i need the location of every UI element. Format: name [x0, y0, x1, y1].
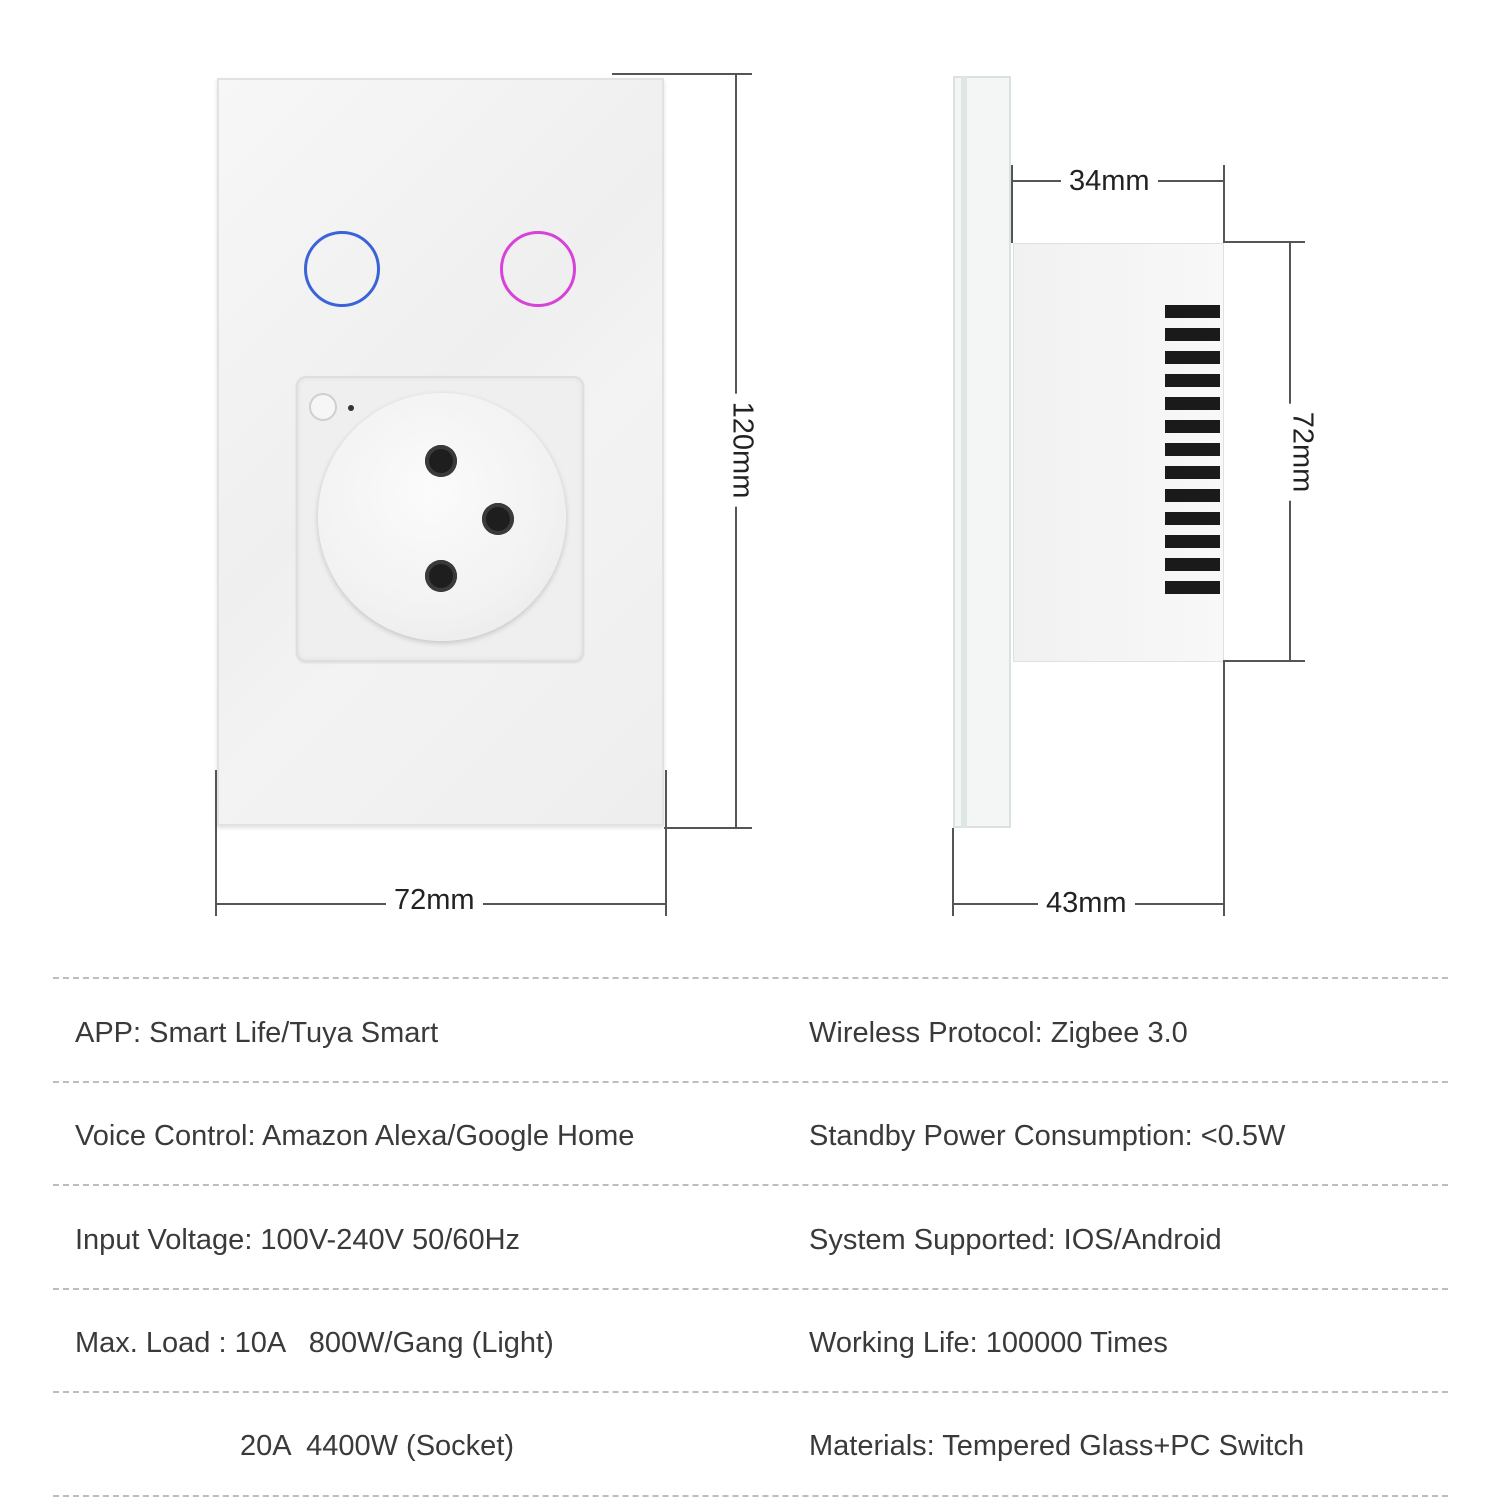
spec-working-life: Working Life: 100000 Times — [809, 1327, 1168, 1359]
vent-slot — [1165, 351, 1220, 364]
dimension-tick — [1225, 241, 1305, 243]
spec-app: APP: Smart Life/Tuya Smart — [75, 1017, 439, 1049]
dimension-label-depth: 34mm — [1061, 163, 1158, 199]
socket-face — [318, 393, 566, 641]
divider — [53, 1184, 1448, 1186]
dimension-tick — [664, 827, 752, 829]
divider — [53, 977, 1448, 979]
vent-slot — [1165, 443, 1220, 456]
dimension-label-body-height: 72mm — [1284, 404, 1320, 501]
vent-slot — [1165, 489, 1220, 502]
touch-button-left[interactable] — [304, 231, 380, 307]
spec-voice-control: Voice Control: Amazon Alexa/Google Home — [75, 1120, 635, 1152]
socket-pin-hole — [482, 503, 514, 535]
vent-slot — [1165, 535, 1220, 548]
spec-input-voltage: Input Voltage: 100V-240V 50/60Hz — [75, 1224, 521, 1256]
touch-button-right[interactable] — [500, 231, 576, 307]
vent-slot — [1165, 374, 1220, 387]
dimension-tick — [1223, 165, 1225, 243]
dimension-tick — [1011, 165, 1013, 243]
pairing-button-icon — [309, 393, 337, 421]
divider — [53, 1081, 1448, 1083]
dimension-label-total-depth: 43mm — [1038, 885, 1135, 921]
divider — [53, 1288, 1448, 1290]
spec-max-load-socket: 20A 4400W (Socket) — [240, 1430, 515, 1462]
dimension-tick — [215, 770, 217, 916]
spec-standby-power: Standby Power Consumption: <0.5W — [809, 1120, 1286, 1152]
dimension-tick — [1225, 660, 1305, 662]
spec-wireless-protocol: Wireless Protocol: Zigbee 3.0 — [809, 1017, 1188, 1049]
socket-pin-hole — [425, 445, 457, 477]
dimension-label-height: 120mm — [724, 394, 760, 507]
spec-materials: Materials: Tempered Glass+PC Switch — [809, 1430, 1305, 1462]
dimension-label-width: 72mm — [386, 882, 483, 918]
dimension-tick — [1223, 660, 1225, 916]
dimension-tick — [612, 73, 752, 75]
vent-slot — [1165, 305, 1220, 318]
vent-slot — [1165, 466, 1220, 479]
vent-slot — [1165, 420, 1220, 433]
vent-slot — [1165, 558, 1220, 571]
vent-slot — [1165, 328, 1220, 341]
vent-slot — [1165, 397, 1220, 410]
divider — [53, 1495, 1448, 1497]
dimension-tick — [665, 770, 667, 916]
spec-system-supported: System Supported: IOS/Android — [809, 1224, 1222, 1256]
side-glass-edge — [961, 76, 967, 828]
spec-max-load-light: Max. Load : 10A 800W/Gang (Light) — [75, 1327, 554, 1359]
divider — [53, 1391, 1448, 1393]
socket-pin-hole — [425, 560, 457, 592]
vent-slot — [1165, 512, 1220, 525]
led-indicator-icon — [348, 405, 354, 411]
vent-slot — [1165, 581, 1220, 594]
